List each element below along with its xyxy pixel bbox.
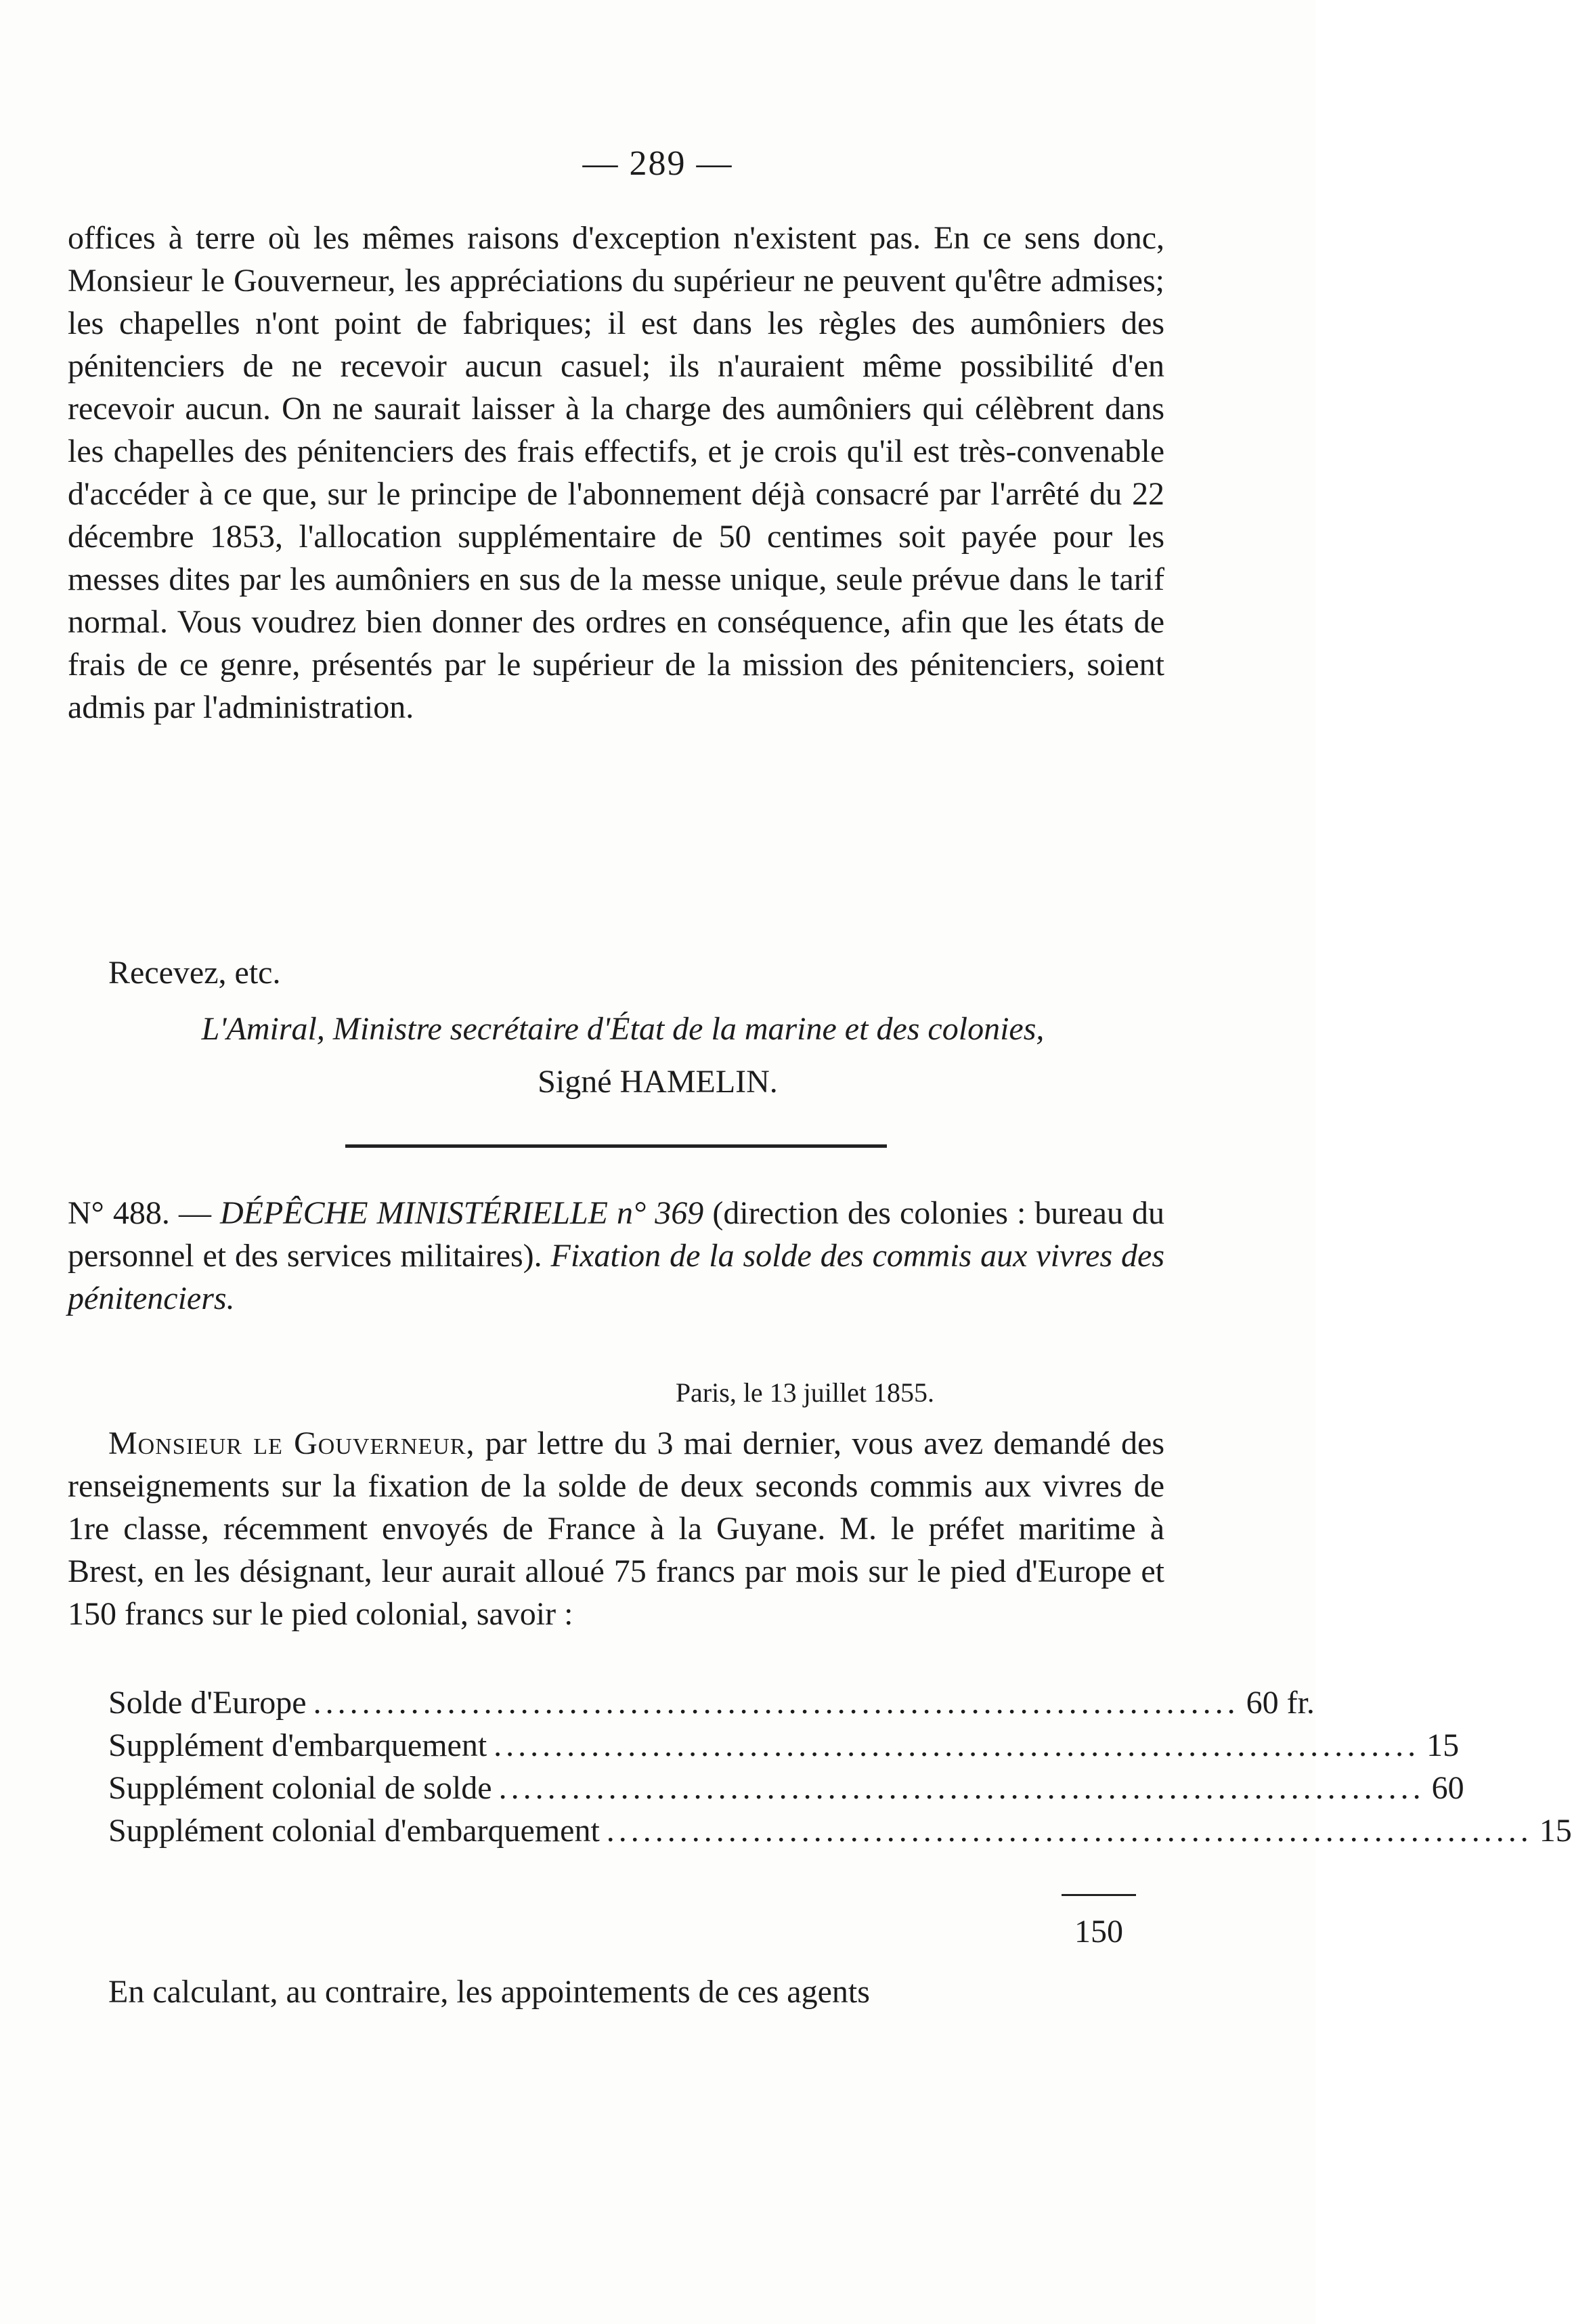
dispatch-heading	[68, 1192, 1164, 1320]
signatory-title: L'Amiral, Ministre secrétaire d'État de la marine et des colonies,	[201, 1011, 1045, 1047]
salutation: Monsieur le Gouverneur,	[108, 1425, 475, 1461]
pay-amount: 60	[1431, 1770, 1464, 1806]
dispatch-number: N° 488. —	[68, 1195, 211, 1231]
final-paragraph	[68, 1971, 1164, 2013]
pay-label: Supplément colonial d'embarquement	[108, 1813, 600, 1849]
pay-label: Supplément colonial de solde	[108, 1770, 492, 1806]
final-paragraph-text: En calculant, au contraire, les appointements de ces agents	[108, 1974, 870, 2010]
pay-row	[108, 1809, 1572, 1852]
dispatch-body	[68, 1422, 1164, 1635]
paragraph-text: offices à terre où les mêmes raisons d'exception n'existent pas. En ce sens donc, Monsieur le Gouverneur, les appréciations du supérieur ne peuvent qu'être admises; les chapelles n'ont point de fabriques; il est dans les règles des aumôniers des pénitenciers de ne recevoir aucun casuel; ils n'auraient même possibilité d'en recevoir aucun. On ne saurait laisser à la charge des aumôniers qui célèbrent dans les chapelles des pénitenciers des frais effectifs, et je crois qu'il est très-convenable d'accéder à ce que, sur le principe de l'abonnement déjà consacré par l'arrêté du 22 décembre 1853, l'allocation supplémentaire de 50 centimes soit payée pour les messes dites par les aumôniers en sus de la messe unique, seule prévue dans le tarif normal. Vous voudrez bien donner des ordres en conséquence, afin que les états de frais de ce genre, présentés par le supérieur de la mission des pénitenciers, soient admis par l'administration.	[68, 220, 1164, 725]
paragraph-continuation	[68, 217, 1164, 729]
pay-label: Solde d'Europe	[108, 1685, 307, 1721]
pay-breakdown	[108, 1681, 1572, 1852]
pay-amount: 15	[1539, 1813, 1572, 1849]
section-divider	[345, 1144, 887, 1148]
leader-dots: ............................................................................	[494, 1727, 1420, 1763]
pay-label: Supplément d'embarquement	[108, 1727, 487, 1763]
pay-total: 150	[1074, 1914, 1123, 1950]
sum-rule	[1062, 1894, 1136, 1896]
signatory-name: Signé HAMELIN.	[538, 1064, 778, 1100]
pay-row	[108, 1767, 1464, 1809]
closing-formula	[68, 951, 1164, 994]
pay-row	[108, 1681, 1315, 1724]
dispatch-subject: Fixation de la solde des commis aux vivres des pénitenciers.	[68, 1238, 1164, 1316]
leader-dots: ............................................................................	[313, 1685, 1240, 1721]
dispatch-office: (direction des colonies : bureau du personnel et des services militaires).	[68, 1195, 1165, 1274]
pay-amount: 60 fr.	[1246, 1685, 1315, 1721]
leader-dots: ............................................................................	[606, 1813, 1533, 1849]
closing-text: Recevez, etc.	[108, 955, 281, 991]
dispatch-paragraph	[68, 1422, 1164, 1635]
page-number: — 289 —	[582, 144, 733, 183]
dispatch-title: DÉPÊCHE MINISTÉRIELLE n° 369	[220, 1195, 704, 1231]
pay-amount: 15	[1426, 1727, 1460, 1763]
pay-row	[108, 1724, 1460, 1767]
dispatch-paragraph-text: par lettre du 3 mai dernier, vous avez demandé des renseignements sur la fixation de la solde de deux seconds commis aux vivres de 1re classe, récemment envoyés de France à la Guyane. M. le préfet maritime à Brest, en les désignant, leur aurait alloué 75 francs par mois sur le pied d'Europe et 150 francs sur le pied colonial, savoir :	[68, 1425, 1165, 1632]
dispatch-header	[68, 1192, 1164, 1320]
dateline: Paris, le 13 juillet 1855.	[675, 1377, 934, 1408]
leader-dots: ............................................................................	[498, 1770, 1425, 1806]
